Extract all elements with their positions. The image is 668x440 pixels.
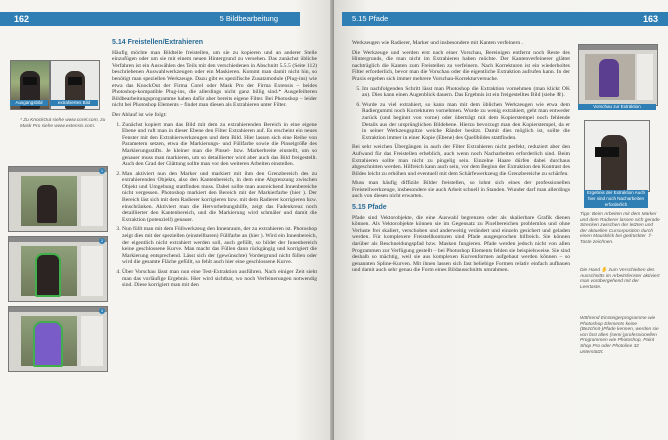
photo-label-original: Ausgangsbild — [10, 100, 48, 106]
step-6: 6. Wurde zu viel extrahiert, so kann man mit dem üblichen Werkzeugen wie etwa dem Radiergummi noch Korrekturen vornehmen. Wurde zu wenig extrahiert, geht man entweder zurück (und beginnt von vorne) oder überträgt mit dem Kopierstempel noch fehlende Details aus der ursprünglichen Bildebene. Hierzu bevorzugt man den Kopierstempel, da er in seiner Werkzeugspitze weiche Ränder besitzt. Damit dies möglich ist, sollte die Extraktion immer in einer Kopie (Ebene) des Quellbildes stattfinden. — [362, 102, 570, 142]
left-header — [0, 12, 300, 26]
ablauf-line: Der Ablauf ist wie folgt: — [112, 111, 167, 118]
right-header — [342, 12, 668, 26]
plugin-note: * Zu KnockOut siehe www.corel.com, zu Mask Pro siehe www.extensis.com. — [20, 118, 106, 129]
result-caption: Ergebnis der Extraktion Auch hier sind noch Nacharbeiten erforderlich — [584, 190, 648, 208]
fill-area — [33, 321, 63, 367]
camera-icon — [23, 77, 37, 85]
left-chapter: 5 Bildbearbeitung — [219, 14, 278, 23]
hand-tip-note: Die Hand ✋ zum Verschieben des Ausschnitts im Arbeitsfenster aktiviert man vorübergehend mit der Leertaste. — [580, 268, 660, 290]
right-text-column — [352, 40, 570, 277]
extract-dialog-screenshot-2 — [8, 236, 108, 302]
intro-paragraph: Häufig möchte man Bildteile freistellen, um sie zu kopieren und an anderer Stelle einzufügen oder um sie mit einem neuen Hintergrund zu versehen. Das zunächst übliche Verfahren ist ein Auswählen des Teils mit den verschiedenen in Abschnitt 5.5.5 (Seite 112) beschriebenen Auswahlwerkzeugen oder ein Maskieren. Kommt man damit nicht hin, so benötigt man speziellen Werkzeuge. Dazu gibt es spezifische Zusatzmodule (Plug-ins) wie etwa das KnockOut der Firma Corel oder Mask Pro der Firma Extensis – beides Photoshop-kompatible Plug-ins, die allerdings nicht ganz billig sind.* Ausgefeilteren Bildbearbeitungsprogramme haben dafür aber bereits eigene Filter. Bei Photoshop – leider nicht bei Photoshop Elements – findet man diesen als Extrahieren unter Filter. — [112, 49, 317, 109]
paths-sidenote: Während Einsteigerprogramme wie Photoshop Elements keine (Bezchnit-)Pfade kennen, werden sie von fast allen (semi-)professionellen Programmen wie Photoshop, Paint Shop Pro oder Photoline 32 unterstützt. — [580, 316, 659, 355]
tools-continued: Werkzeugen wie Radierer, Marker und insbesondere mit Kanten verfeinern . — [352, 40, 523, 46]
step-1: 1. Zunächst kopiert man das Bild mit dem zu extrahierenden Bereich in eine eigene Ebene und ruft man in dieser Ebene den Filter Extrahieren auf. Es erscheint ein neues Fenster mit den Extrahierwerkzeugen und dem Bild. Hier lassen sich eine Reihe von Parametern setzen, etwa die Markierungs- und Füllfarbe sowie die Pinselgröße des Markierungsstifts. Je kleiner man die Pinsel- bzw. Markerbreite einstellt, um so genauer muss man markieren, um so detaillierter wird aber auch das Bild freigestellt. Auch den Grad der Glättung sollte man vor den weiteren Arbeiten einstellen. — [122, 122, 317, 168]
left-page-number: 162 — [14, 14, 30, 24]
section-heading-pfade: 5.15 Pfade — [352, 204, 387, 212]
result-photo — [584, 120, 650, 192]
preview-screenshot — [578, 44, 658, 106]
extract-dialog-screenshot-1 — [8, 166, 108, 232]
step-3: 3. Nun füllt man mit dem Füllwerkzeug den Innenraum, der zu extrahieren ist. Photoshop zeigt dies mit der speziellen (einstellbaren) Füllfarbe an (hier ). Wird ein Innenbereich, der eigentlich nicht extrahiert werden soll, auch gefüllt, so bildet der Innenbereich keine geschlossene Kurve. Man macht das Füllen dann rückgängig und korrigiert die Markierung entsprechend. Lässt sich der (gewünschte) Vordergrund nicht füllen oder wird die gesamte Fläche gefüllt, so fehlt auch hier eine geschlossene Kurve. — [122, 226, 317, 266]
tools-paragraph: Die Werkzeuge und werden erst nach einer Vorschau, Bereinigen entfernt noch Reste des Hintergrunds, die man nicht im Extrahieren haben möchte. Der Kantenverfeinerer glättet nachträglich die Kanten zum Freistellen zu verfeinern. Nach Korrekturen ist ein wiederholtes Filter erforderlich, bevor man die Vorschau oder die eigentliche Extraktion aufrufen kann. In der Praxis ergeben sich immer mehrere Vorschau-Korrekturversuche. — [352, 49, 570, 82]
steps-list — [112, 122, 317, 289]
step-2: 2. Man aktiviert nun den Marker und markiert mit ihm den Grenzbereich des zu extrahierenden Objekts, also den Kantenbereich, in dem eine Abgrenzung zwischen Objekt und Umgebung stattfinden muss. Dabei sollte man ausreichend Innenbereiche nicht vergessen. Photoshop markiert den Bereich mit der Markierfarbe (hier ). Der Bereich läst sich mit dem Radierer korrigieren bzw. mit dem Radierer korrigieren bzw. einschränken. Aktiviert man die Hervorhebungshilfe, zeigt das Fadenkreuz noch detaillierter den Kantenbereich, und die Markierung wird schmäler und damit die Extraktion (potenziell) genauer. — [122, 171, 317, 224]
preview-caption: Vorschau zur Extraktion — [578, 104, 656, 110]
tip-note: Tipp: Beim Arbeiten mit dem Marker und dem Radierer lassen sich gerade Strecken zwischen der letzten und der aktuellen Cursorposition durch einen Mausklick bei gedrückter ⇧-Taste zeichnen. — [580, 212, 660, 245]
extract-dialog-screenshot-3 — [8, 306, 108, 372]
step-4: 4. Über Vorschau lässt man nun eine Test-Extraktion ausführen. Nach einiger Zeit sieht man das vorläufige Ergebnis. Hier wird sichtbar, wo noch Verfeinerungen notwendig sind. Diese korrigiert man mit den — [122, 269, 317, 289]
step-badge-3: 3 — [100, 308, 104, 313]
step-badge-1: 1 — [100, 168, 104, 173]
steps-list-continued — [352, 86, 570, 142]
soft-edges-paragraph: Bei sehr weichen Übergängen in auch der Filter Extrahieren nicht perfekt, reduziert aber den Aufwand für das Freistellen erheblich, auch wenn noch Nacharbeiten erforderlich sind. Beim Extrahieren sollte man nicht zu pingelig sein. Einzelne Haare dürfen dabei durchaus abgeschnitten werden. Hilfreich kann auch sein, vor dem Beginn der Extraktion den Kontrast des Bildes leicht zu erhöhen und eventuell mit dem Schärfewerkzeug die Grenzbereiche zu schärfen. — [352, 144, 570, 177]
marker-outline — [35, 253, 61, 297]
step-5: 5. Im nachfolgenden Schritt lässt man Photoshop die Extraktion vornehmen (man klickt OK an). Dies kann einen Augenblick dauern. Das Ergebnis ist ein freigestelltes Bild (siehe ⑥). — [362, 86, 570, 99]
left-text-column — [112, 40, 317, 292]
section-heading-extract: 5.14 Freistellen/Extrahieren — [112, 39, 204, 46]
photo-label-extracted: extrahiertes Bild — [50, 100, 98, 106]
pro-tools-paragraph: Muss man häufig diffizile Bilder freistellen, so lohnt sich eines der professionellen Freistellwerkzeuge, insbesondere sie auch Arbeit schnell in Standen. Wunder darf man allerdings auch von diesen nicht erwarten. — [352, 180, 570, 200]
step-badge-2: 2 — [100, 238, 104, 243]
camera-icon — [68, 77, 82, 85]
pfade-paragraph: Pfade sind Vektorobjekte, die eine Auswahl begrenzen oder als skalierbare Grafik dienen können. Als Vektorobjekte können sie im Gegensatz zu Pixelbereichen problemlos und ohne Verluste frei skaliert, verschoben und anderweitig verändert und einzeln gesichert und geladen werden. Für komplexere Freistellkonturen sind Pfade ausgesprochen hilfreich. Sie können darüber als Beschneidungspfad bzw. Masken fungieren. Pfade werden jedoch nicht von allen Programmen zur Verfügung gestellt – bei Photoshop Elements fehlen sie beispielsweise. Sie sind deshalb so mächtig, weil sie aus komplexen Kurvenformen aufgebaut werden können – so genannten Spline-Kurven. Mit ihnen lassen sich fast beliebige Formen relativ einfach aufbauen und damit auch sehr genau die Form eines Bildausschnitts umrahmen. — [352, 214, 570, 274]
right-page-number: 163 — [642, 14, 658, 24]
right-chapter: 5.15 Pfade — [352, 14, 389, 23]
right-page — [334, 0, 668, 440]
